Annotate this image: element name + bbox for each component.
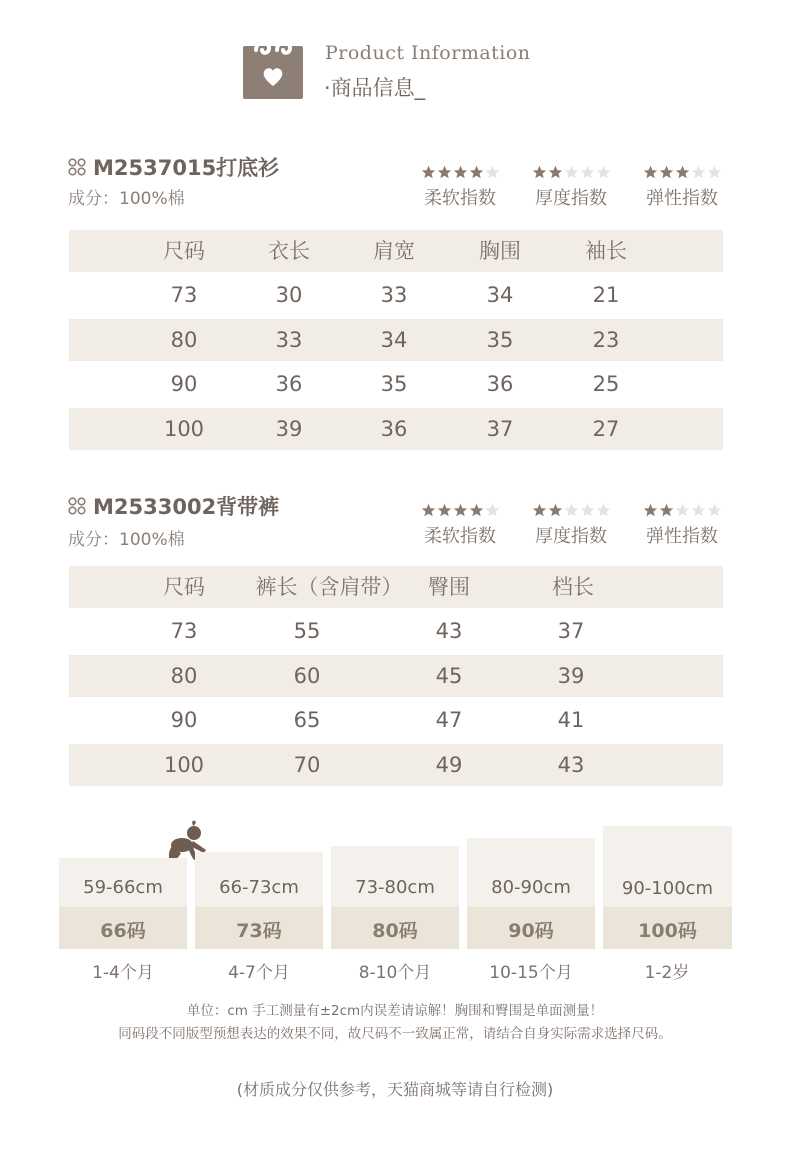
table-cell: 60 bbox=[293, 664, 321, 688]
size-range: 90-100cm bbox=[621, 878, 714, 899]
product-1-softness-label: 柔软指数 bbox=[424, 188, 496, 209]
table-cell: 30 bbox=[275, 283, 303, 307]
size-column-2 bbox=[195, 852, 323, 949]
product-1-title: M2537015打底衫 bbox=[93, 156, 280, 180]
star-filled-icon bbox=[437, 503, 452, 517]
table-cell: 34 bbox=[486, 283, 514, 307]
star-filled-icon bbox=[421, 165, 436, 179]
table-cell: 36 bbox=[486, 372, 514, 396]
grid-icon bbox=[68, 158, 86, 176]
size-range: 80-90cm bbox=[491, 877, 571, 898]
table-cell: 100 bbox=[163, 753, 205, 777]
table-cell: 21 bbox=[592, 283, 620, 307]
size-code-band bbox=[603, 907, 732, 949]
star-empty-icon bbox=[691, 503, 706, 517]
size-code: 80码 bbox=[372, 920, 418, 942]
table-row bbox=[69, 610, 723, 652]
star-filled-icon bbox=[548, 165, 563, 179]
size-code: 100码 bbox=[638, 920, 697, 942]
table-cell: 80 bbox=[170, 328, 198, 352]
size-range: 66-73cm bbox=[219, 877, 299, 898]
size-age: 4-7个月 bbox=[228, 963, 290, 983]
table-header-cell: 尺码 bbox=[163, 575, 205, 599]
shopping-bag-heart-icon bbox=[242, 38, 304, 100]
table-cell: 43 bbox=[557, 753, 585, 777]
table-cell: 25 bbox=[592, 372, 620, 396]
table-row bbox=[69, 655, 723, 697]
table-2-header bbox=[69, 566, 723, 608]
product-1-title-row bbox=[68, 152, 279, 182]
table-row bbox=[69, 319, 723, 361]
table-cell: 27 bbox=[592, 417, 620, 441]
table-row bbox=[69, 274, 723, 316]
size-column-5 bbox=[603, 826, 732, 949]
star-filled-icon bbox=[532, 165, 547, 179]
product-2-title: M2533002背带裤 bbox=[93, 495, 280, 519]
table-cell: 33 bbox=[380, 283, 408, 307]
table-row bbox=[69, 408, 723, 450]
size-code-band bbox=[195, 907, 323, 949]
table-cell: 55 bbox=[293, 619, 321, 643]
star-filled-icon bbox=[659, 165, 674, 179]
table-cell: 35 bbox=[486, 328, 514, 352]
note-line-1: 单位：cm 手工测量有±2cm内误差请谅解！胸围和臀围是单面测量！ bbox=[186, 1003, 604, 1019]
size-column-4 bbox=[467, 838, 595, 949]
star-empty-icon bbox=[596, 503, 611, 517]
size-range: 73-80cm bbox=[355, 877, 435, 898]
header-title-cn: ·商品信息_ bbox=[324, 76, 426, 100]
product-2-softness-stars bbox=[415, 503, 505, 517]
table-header-cell: 胸围 bbox=[479, 239, 521, 263]
star-filled-icon bbox=[659, 503, 674, 517]
size-code: 66码 bbox=[100, 920, 146, 942]
table-row bbox=[69, 744, 723, 786]
table-cell: 37 bbox=[486, 417, 514, 441]
star-empty-icon bbox=[485, 165, 500, 179]
size-age: 8-10个月 bbox=[358, 963, 432, 983]
star-empty-icon bbox=[580, 503, 595, 517]
table-header-cell: 尺码 bbox=[163, 239, 205, 263]
table-header-cell: 臀围 bbox=[428, 575, 470, 599]
table-cell: 36 bbox=[380, 417, 408, 441]
table-cell: 73 bbox=[170, 619, 198, 643]
table-cell: 70 bbox=[293, 753, 321, 777]
table-cell: 43 bbox=[435, 619, 463, 643]
size-code: 90码 bbox=[508, 920, 554, 942]
star-filled-icon bbox=[643, 503, 658, 517]
table-cell: 35 bbox=[380, 372, 408, 396]
note-line-2: 同码段不同版型预想表达的效果不同，故尺码不一致属正常，请结合自身实际需求选择尺码。 bbox=[118, 1026, 672, 1042]
table-row bbox=[69, 699, 723, 741]
star-empty-icon bbox=[707, 165, 722, 179]
product-2-title-row bbox=[68, 491, 279, 521]
product-1-thickness-label: 厚度指数 bbox=[535, 188, 607, 209]
table-row bbox=[69, 363, 723, 405]
star-filled-icon bbox=[453, 165, 468, 179]
star-empty-icon bbox=[564, 165, 579, 179]
table-cell: 80 bbox=[170, 664, 198, 688]
star-filled-icon bbox=[548, 503, 563, 517]
table-cell: 41 bbox=[557, 708, 585, 732]
header-title-en: Product Information bbox=[325, 42, 531, 64]
star-empty-icon bbox=[485, 503, 500, 517]
table-cell: 47 bbox=[435, 708, 463, 732]
table-cell: 37 bbox=[557, 619, 585, 643]
star-filled-icon bbox=[532, 503, 547, 517]
product-1-composition: 成分：100%棉 bbox=[68, 189, 185, 209]
note-line-3: (材质成分仅供参考，天猫商城等请自行检测) bbox=[236, 1080, 554, 1099]
product-2-elasticity-label: 弹性指数 bbox=[646, 526, 718, 547]
size-code-band bbox=[59, 907, 187, 949]
table-cell: 36 bbox=[275, 372, 303, 396]
product-2-thickness-stars bbox=[526, 503, 616, 517]
table-cell: 65 bbox=[293, 708, 321, 732]
size-code: 73码 bbox=[236, 920, 282, 942]
star-empty-icon bbox=[707, 503, 722, 517]
star-empty-icon bbox=[675, 503, 690, 517]
star-empty-icon bbox=[564, 503, 579, 517]
table-header-cell: 衣长 bbox=[268, 239, 310, 263]
table-header-cell: 档长 bbox=[552, 575, 594, 599]
table-cell: 39 bbox=[557, 664, 585, 688]
star-empty-icon bbox=[580, 165, 595, 179]
star-filled-icon bbox=[437, 165, 452, 179]
table-cell: 100 bbox=[163, 417, 205, 441]
product-1-softness-stars bbox=[415, 165, 505, 179]
table-cell: 33 bbox=[275, 328, 303, 352]
size-age: 1-2岁 bbox=[644, 963, 690, 983]
star-filled-icon bbox=[675, 165, 690, 179]
table-cell: 34 bbox=[380, 328, 408, 352]
table-cell: 39 bbox=[275, 417, 303, 441]
star-filled-icon bbox=[469, 503, 484, 517]
table-cell: 23 bbox=[592, 328, 620, 352]
table-header-cell: 裤长（含肩带） bbox=[255, 575, 403, 599]
table-cell: 49 bbox=[435, 753, 463, 777]
size-age: 10-15个月 bbox=[489, 963, 573, 983]
size-column-3 bbox=[331, 846, 459, 949]
table-header-cell: 袖长 bbox=[585, 239, 627, 263]
size-code-band bbox=[331, 907, 459, 949]
product-2-thickness-label: 厚度指数 bbox=[535, 526, 607, 547]
star-filled-icon bbox=[643, 165, 658, 179]
product-2-softness-label: 柔软指数 bbox=[424, 526, 496, 547]
size-column-1 bbox=[59, 858, 187, 949]
size-age: 1-4个月 bbox=[92, 963, 154, 983]
table-header-cell: 肩宽 bbox=[373, 239, 415, 263]
table-cell: 73 bbox=[170, 283, 198, 307]
table-cell: 45 bbox=[435, 664, 463, 688]
table-cell: 90 bbox=[170, 372, 198, 396]
star-empty-icon bbox=[691, 165, 706, 179]
star-empty-icon bbox=[596, 165, 611, 179]
size-range: 59-66cm bbox=[83, 877, 163, 898]
star-filled-icon bbox=[421, 503, 436, 517]
product-1-elasticity-stars bbox=[637, 165, 727, 179]
grid-icon bbox=[68, 497, 86, 515]
table-1-header bbox=[69, 230, 723, 272]
product-1-elasticity-label: 弹性指数 bbox=[646, 188, 718, 209]
product-2-elasticity-stars bbox=[637, 503, 727, 517]
product-2-composition: 成分：100%棉 bbox=[68, 530, 185, 550]
star-filled-icon bbox=[469, 165, 484, 179]
product-1-thickness-stars bbox=[526, 165, 616, 179]
table-cell: 90 bbox=[170, 708, 198, 732]
size-code-band bbox=[467, 907, 595, 949]
star-filled-icon bbox=[453, 503, 468, 517]
